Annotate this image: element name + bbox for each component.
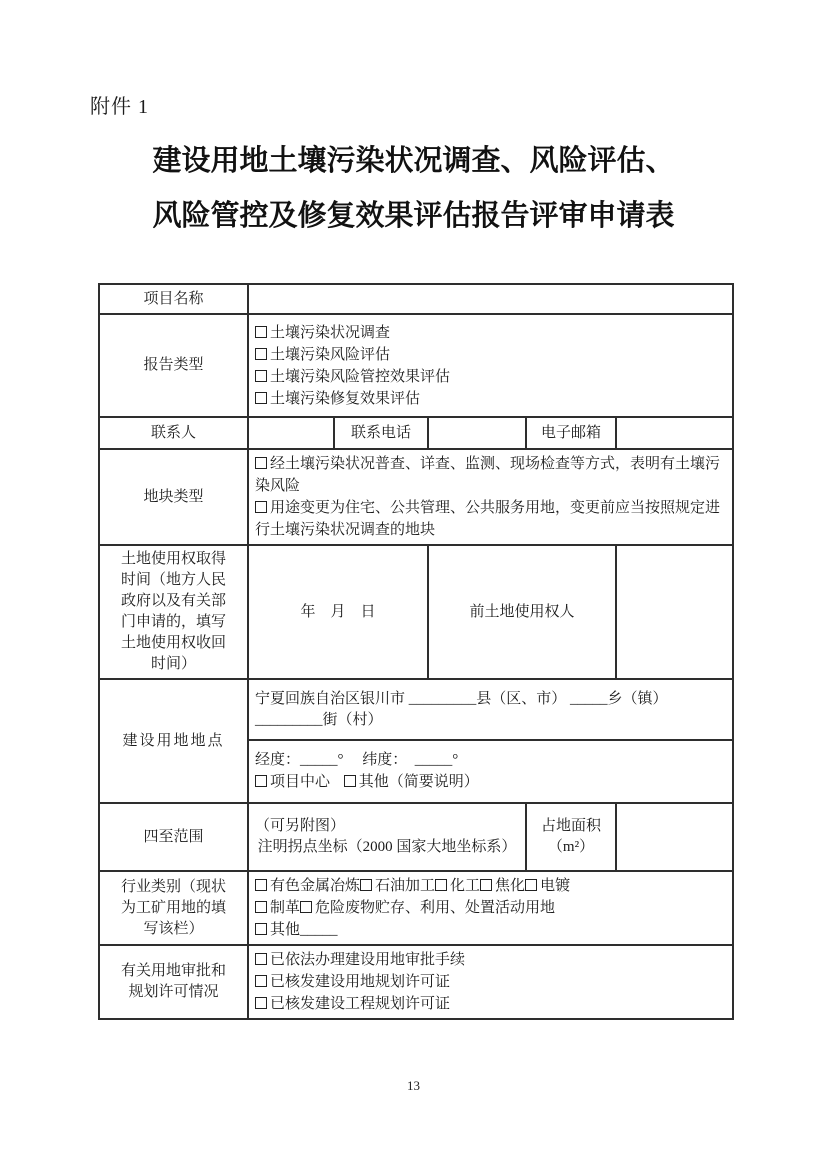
checkbox-label: 已核发建设用地规划许可证 [270,974,451,990]
area-label [526,803,616,871]
plot-type-options [248,449,733,545]
checkbox-icon[interactable] [255,326,267,338]
location-label: 建设用地地点 [99,679,248,803]
plot-type-label: 地块类型 [99,449,248,545]
checkbox-industry-tanning[interactable] [255,900,300,916]
checkbox-icon[interactable] [255,348,267,360]
attachment-label: 附件 1 [90,96,149,118]
page-number: 13 [407,1078,420,1093]
area-label-line2: （m²） [547,839,595,855]
contact-phone-field[interactable] [428,417,526,449]
checkbox-icon[interactable] [255,879,267,891]
checkbox-label: 土壤污染修复效果评估 [270,390,421,407]
checkbox-icon[interactable] [255,775,267,787]
report-type-label: 报告类型 [99,314,248,417]
checkbox-report-type-1[interactable] [255,322,726,344]
application-form-table [98,283,734,1020]
coordinates-line: 经度：_____° 纬度： _____° [255,752,459,768]
contact-email-label: 电子邮箱 [526,417,616,449]
checkbox-industry-hazardous-waste[interactable] [300,900,555,916]
row-industry [99,871,733,945]
checkbox-label: 经土壤污染状况普查、详查、监测、现场检查等方式，表明有土壤污染风险 [255,456,721,494]
checkbox-industry-chemical[interactable] [435,878,480,894]
checkbox-report-type-3[interactable] [255,366,726,388]
checkbox-icon[interactable] [255,392,267,404]
approval-label: 有关用地审批和规划许可情况 [99,945,248,1019]
row-contact [99,417,733,449]
checkbox-report-type-2[interactable] [255,344,726,366]
checkbox-label: 用途变更为住宅、公共管理、公共服务用地，变更前应当按照规定进行土壤污染状况调查的地块 [255,500,721,538]
contact-name-field[interactable] [248,417,334,449]
checkbox-label: 危险废物贮存、利用、处置活动用地 [315,900,556,916]
checkbox-label: 有色金属冶炼 [270,878,361,894]
checkbox-icon[interactable] [300,901,312,913]
checkbox-icon[interactable] [255,923,267,935]
row-land-right [99,545,733,679]
checkbox-label: 制革 [270,900,301,916]
prev-land-holder-label: 前土地使用权人 [428,545,616,679]
row-approval [99,945,733,1019]
document-title-line2: 风险管控及修复效果评估报告评审申请表 [152,198,675,232]
row-plot-type [99,449,733,545]
checkbox-plot-type-2[interactable] [255,497,726,541]
checkbox-plot-type-1[interactable] [255,453,726,497]
checkbox-label: 土壤污染风险评估 [270,346,391,363]
industry-options [248,871,733,945]
checkbox-label: 已核发建设工程规划许可证 [270,996,451,1012]
checkbox-label: 其他_____ [270,922,338,938]
checkbox-icon[interactable] [525,879,537,891]
location-address-line2: _________街（村） [255,711,383,728]
contact-email-field[interactable] [616,417,733,449]
checkbox-label: 土壤污染状况调查 [270,324,391,341]
checkbox-coord-other[interactable] [344,774,479,790]
checkbox-icon[interactable] [255,901,267,913]
checkbox-industry-petroleum[interactable] [360,878,435,894]
checkbox-icon[interactable] [435,879,447,891]
contact-phone-label: 联系电话 [334,417,428,449]
area-label-line1: 占地面积 [540,818,601,834]
document-title-line1: 建设用地土壤污染状况调查、风险评估、 [152,143,675,177]
checkbox-icon[interactable] [255,997,267,1009]
contact-name-label: 联系人 [99,417,248,449]
checkbox-icon[interactable] [480,879,492,891]
checkbox-report-type-4[interactable] [255,388,726,410]
checkbox-industry-coking[interactable] [480,878,525,894]
row-project-name [99,284,733,314]
row-boundary [99,803,733,871]
boundary-note-line2: 注明拐点坐标（2000 国家大地坐标系） [257,839,517,855]
checkbox-label: 石油加工 [375,878,436,894]
checkbox-icon[interactable] [255,501,267,513]
row-report-type [99,314,733,417]
boundary-note-field[interactable] [248,803,526,871]
checkbox-industry-other[interactable] [255,922,338,938]
checkbox-icon[interactable] [255,370,267,382]
row-location-address [99,679,733,740]
prev-land-holder-field[interactable] [616,545,733,679]
checkbox-label: 其他（简要说明） [358,774,479,790]
checkbox-icon[interactable] [255,953,267,965]
project-name-label: 项目名称 [99,284,248,314]
checkbox-industry-electroplating[interactable] [525,878,570,894]
location-address-field[interactable] [248,679,733,740]
checkbox-label: 已依法办理建设用地审批手续 [270,952,466,968]
boundary-label: 四至范围 [99,803,248,871]
checkbox-icon[interactable] [344,775,356,787]
industry-label: 行业类别（现状为工矿用地的填写该栏） [99,871,248,945]
checkbox-label: 项目中心 [270,774,331,790]
report-type-options [248,314,733,417]
checkbox-label: 焦化 [495,878,526,894]
checkbox-label: 土壤污染风险管控效果评估 [270,368,451,385]
checkbox-approval-1[interactable] [255,949,726,971]
checkbox-label: 化工 [450,878,481,894]
area-value-field[interactable] [616,803,733,871]
land-right-label: 土地使用权取得时间（地方人民政府以及有关部门申请的，填写土地使用权收回时间） [99,545,248,679]
approval-options [248,945,733,1019]
checkbox-approval-2[interactable] [255,971,726,993]
project-name-field[interactable] [248,284,733,314]
checkbox-icon[interactable] [360,879,372,891]
boundary-note-line1: （可另附图） [255,818,346,834]
checkbox-icon[interactable] [255,457,267,469]
location-address-line1: 宁夏回族自治区银川市 _________县（区、市） _____乡（镇） [255,690,668,707]
checkbox-industry-nonferrous[interactable] [255,878,360,894]
location-coordinates-field[interactable] [248,740,733,803]
checkbox-icon[interactable] [255,975,267,987]
document-title [0,133,827,243]
checkbox-coord-project-center[interactable] [255,774,330,790]
land-right-date-field[interactable]: 年 月 日 [248,545,428,679]
checkbox-approval-3[interactable] [255,993,726,1015]
checkbox-label: 电镀 [540,878,571,894]
